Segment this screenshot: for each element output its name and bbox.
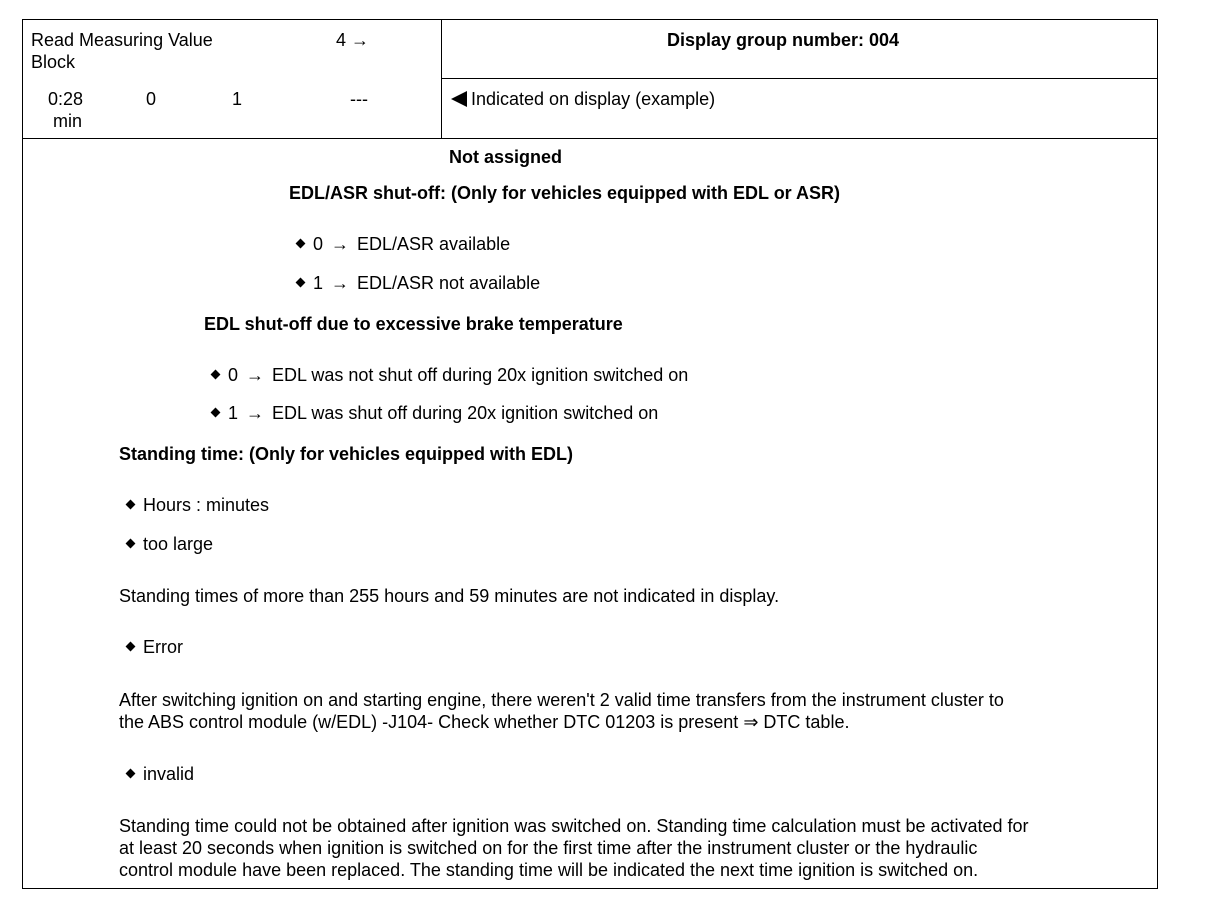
invalid-note-line2: at least 20 seconds when ignition is switched on for the first time after the instrument cluster or the hydraulic [119,838,978,858]
arrow-right-icon: → [331,234,350,254]
arrow-right-icon: → [246,365,265,385]
indicated-row [451,88,715,110]
header-column-divider [441,19,442,139]
diamond-bullet-icon [126,769,136,779]
list-item [124,763,194,785]
block-number [336,29,369,51]
too-large-note: Standing times of more than 255 hours and 59 minutes are not indicated in display. [119,586,780,606]
standing-time-heading: Standing time: (Only for vehicles equipped with EDL) [119,444,574,464]
dtc-table-link[interactable]: DTC table. [763,712,850,732]
block-label-line1: Read Measuring Value [31,30,213,50]
item-value: 0 [228,365,239,385]
item-text: invalid [143,764,195,784]
edl-asr-heading: EDL/ASR shut-off: (Only for vehicles equipped with EDL or ASR) [289,183,841,203]
diamond-bullet-icon [211,370,221,380]
item-text: Hours : minutes [143,495,270,515]
arrow-right-icon: → [246,403,265,423]
diamond-bullet-icon [126,539,136,549]
value-field-2: 0 [146,89,157,109]
not-assigned-label: Not assigned [449,147,563,167]
arrow-right-icon: → [331,273,350,293]
time-value: 0:28 [48,89,84,109]
list-item [294,272,540,294]
item-value: 0 [313,234,324,254]
header-row-divider [442,78,1158,79]
item-value: 1 [313,273,324,293]
double-arrow-icon: ⇒ [743,712,759,732]
diamond-bullet-icon [296,239,306,249]
time-unit: min [53,111,83,131]
item-text: EDL/ASR not available [357,273,541,293]
item-text: too large [143,534,214,554]
list-item [209,402,658,424]
list-item [124,636,183,658]
indicated-text: Indicated on display (example) [471,89,716,109]
error-note-line2: the ABS control module (w/EDL) -J104- Check whether DTC 01203 is present [119,712,739,732]
value-time [48,88,83,132]
list-item [294,233,510,255]
item-text: EDL/ASR available [357,234,511,254]
list-item [124,533,213,555]
item-text: EDL was not shut off during 20x ignition switched on [272,365,689,385]
item-value: 1 [228,403,239,423]
item-text: EDL was shut off during 20x ignition switched on [272,403,659,423]
invalid-note-line3: control module have been replaced. The standing time will be indicated the next time ignition is switched on. [119,860,979,880]
invalid-note-line1: Standing time could not be obtained after ignition was switched on. Standing time calculation must be activated for [119,816,1029,836]
diamond-bullet-icon [296,278,306,288]
list-item [209,364,688,386]
block-number-value: 4 [336,30,347,50]
header-bottom-divider [22,138,1158,139]
display-group-title: Display group number: 004 [667,30,900,50]
block-label [31,29,213,73]
diamond-bullet-icon [211,408,221,418]
edl-brake-heading: EDL shut-off due to excessive brake temperature [204,314,623,334]
diamond-bullet-icon [126,642,136,652]
list-item [124,494,269,516]
value-field-4: --- [350,89,368,109]
error-note-line1: After switching ignition on and starting engine, there weren't 2 valid time transfers from the instrument cluster to [119,690,1004,710]
error-note [119,689,1159,733]
value-field-3: 1 [232,89,243,109]
block-label-line2: Block [31,52,76,72]
triangle-left-icon [451,91,467,107]
arrow-right-icon: → [351,30,370,50]
item-text: Error [143,637,183,657]
diamond-bullet-icon [126,500,136,510]
invalid-note [119,815,1159,881]
